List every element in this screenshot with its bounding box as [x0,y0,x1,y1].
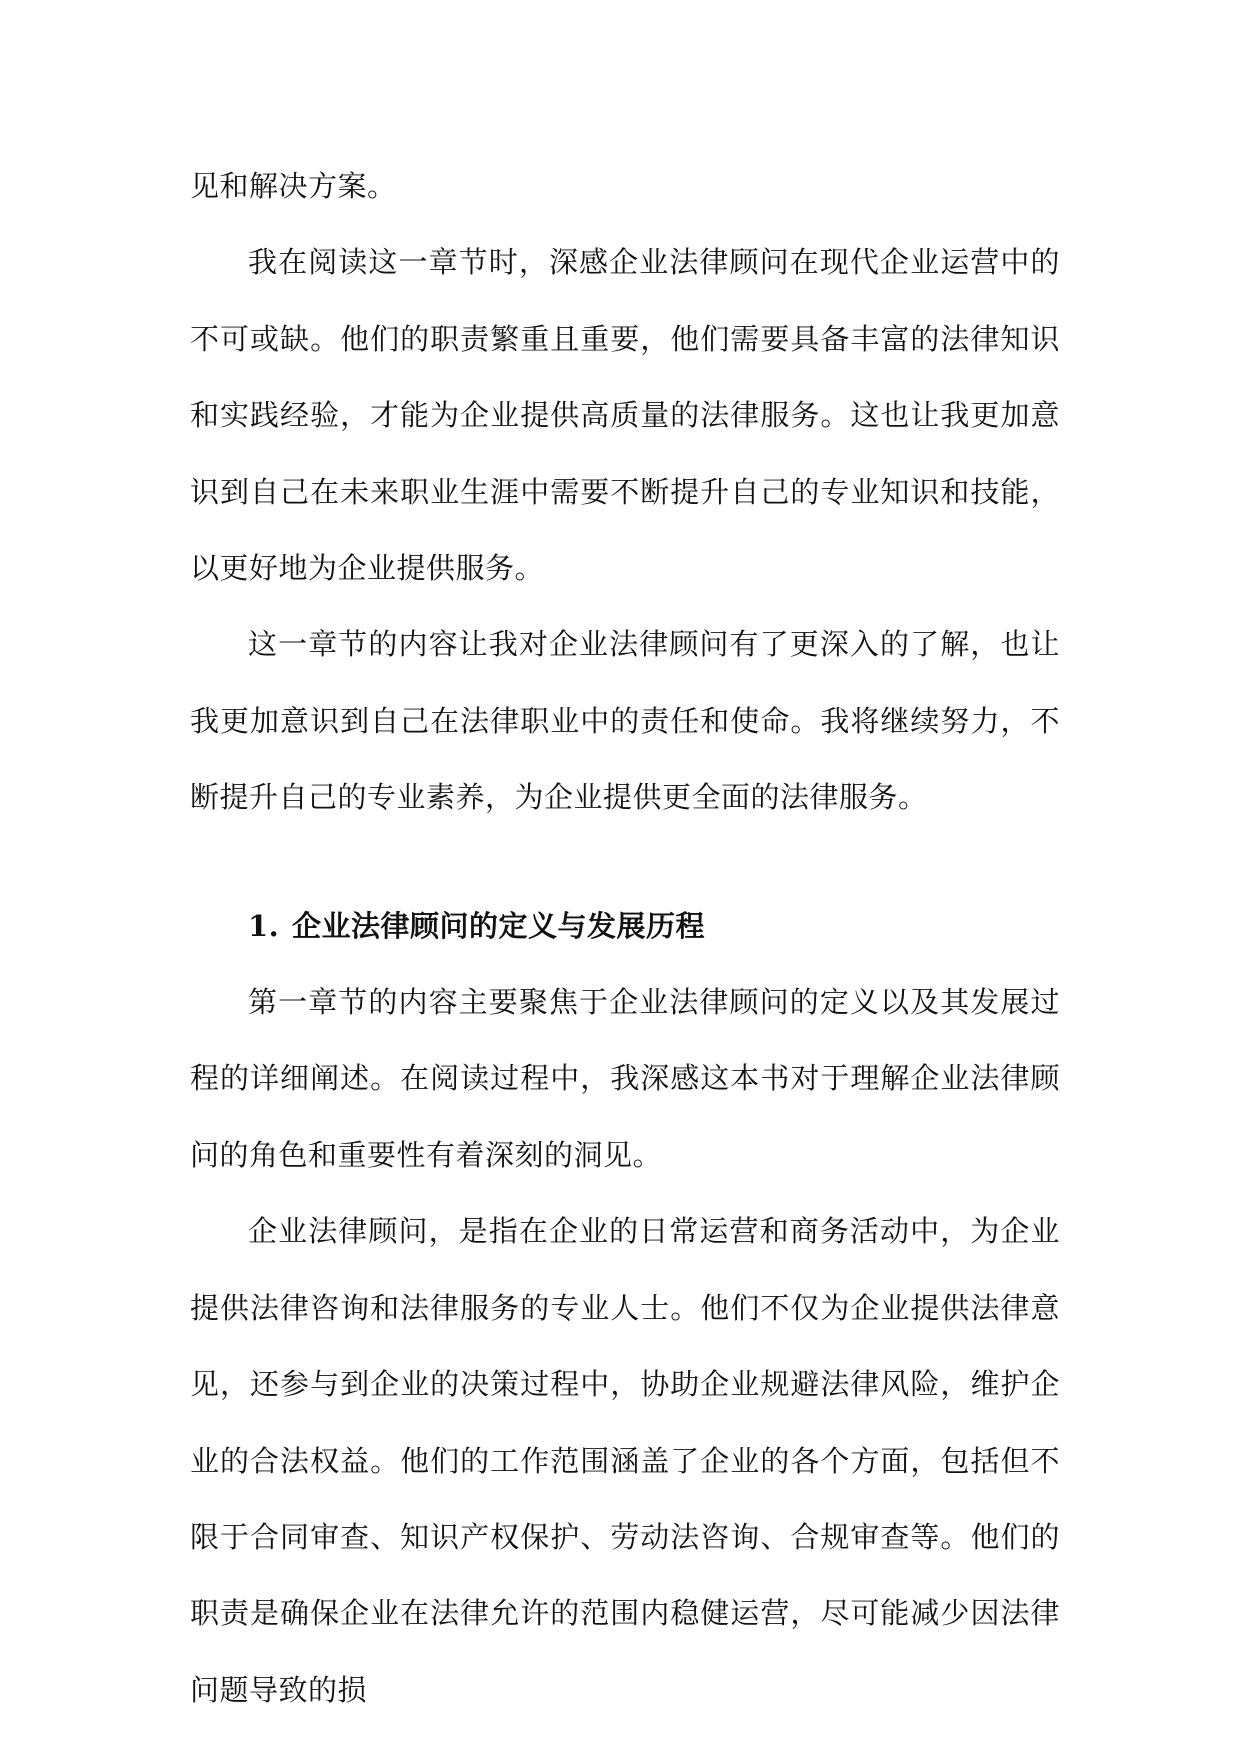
section-heading [190,888,1060,964]
continuation-paragraph: 见和解决方案。 [190,169,397,203]
paragraph-definition: 企业法律顾问，是指在企业的日常运营和商务活动中，为企业提供法律咨询和法律服务的专业人士。他们不仅为企业提供法律意见，还参与到企业的决策过程中，协助企业规避法律风险，维护企业的合法权益。他们的工作范围涵盖了企业的各个方面，包括但不限于合同审查、知识产权保护、劳动法咨询、合规审查等。他们的职责是确保企业在法律允许的范围内稳健运营，尽可能减少因法律问题导致的损 [190,1214,1060,1707]
paragraph-understanding: 这一章节的内容让我对企业法律顾问有了更深入的了解，也让我更加意识到自己在法律职业中的责任和使命。我将继续努力，不断提升自己的专业素养，为企业提供更全面的法律服务。 [190,627,1060,815]
section-number: 1. [248,908,280,943]
document-body [190,148,1060,1728]
section-title: 企业法律顾问的定义与发展历程 [292,908,706,943]
paragraph-reflection: 我在阅读这一章节时，深感企业法律顾问在现代企业运营中的不可或缺。他们的职责繁重且重要，他们需要具备丰富的法律知识和实践经验，才能为企业提供高质量的法律服务。这也让我更加意识到自己在未来职业生涯中需要不断提升自己的专业知识和技能，以更好地为企业提供服务。 [190,245,1060,586]
paragraph-chapter-summary: 第一章节的内容主要聚焦于企业法律顾问的定义以及其发展过程的详细阐述。在阅读过程中，我深感这本书对于理解企业法律顾问的角色和重要性有着深刻的洞见。 [190,985,1060,1172]
